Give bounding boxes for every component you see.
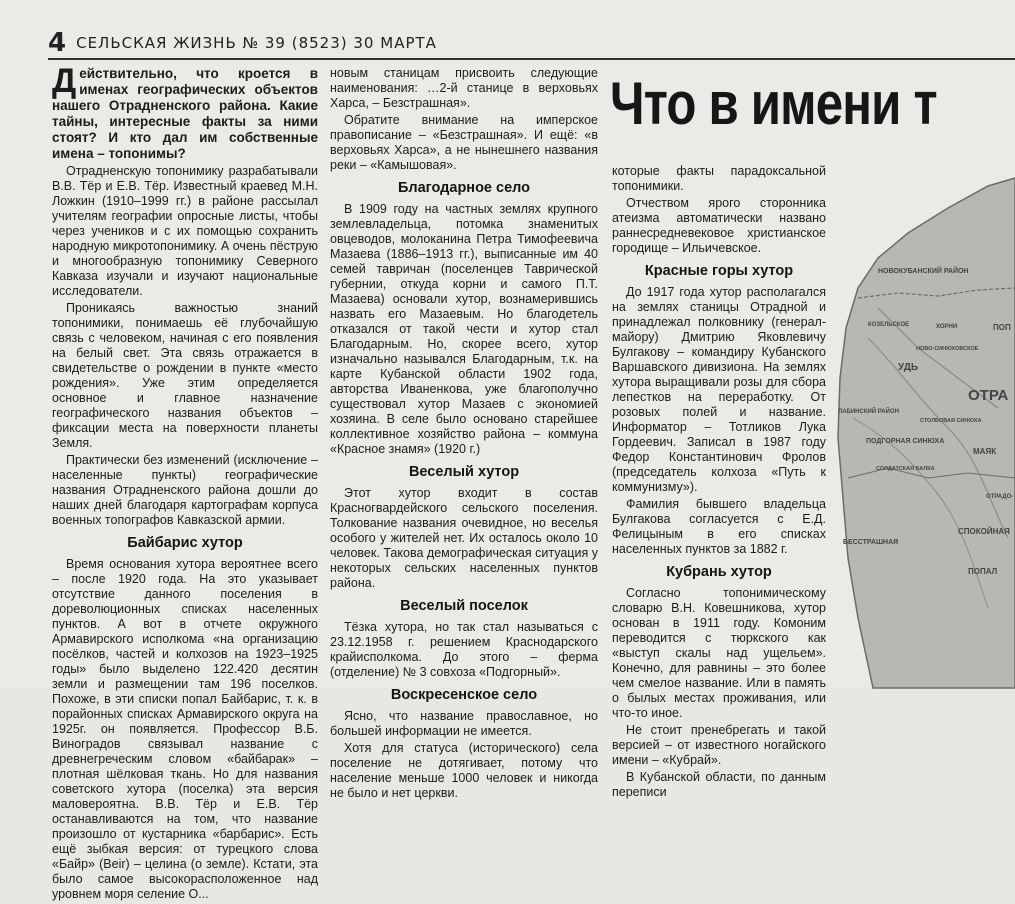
paragraph: Практически без изменений (исключение – населенные пункты) географические названия Отрадненского района дошли до наших дней благодаря картографам корпуса военных топографов Кавказской армии. — [52, 453, 318, 527]
map-label: ПОП — [993, 323, 1011, 332]
map-label: НОВОКУБАНСКИЙ РАЙОН — [878, 268, 969, 275]
section-title: Веселый поселок — [400, 598, 528, 614]
paragraph: Время основания хутора вероятнее всего – после 1920 года. На это указывает отсутствие данного поселения в дореволюционных списках населенных пунктов. А вот в отчете окружного Армавирского исполкома «на организацию посёлков, частей и колхозов на 1923–1925 годы» было выделено 122.420 десятин земли и размещении там 196 поселков. Похоже, в эти списки попал Байбарис, т. к. в порайонных списках Армавирского округа на 1925г. он появляется. Профессор В.Б. Виноградов связывал название с древнегреческим словом «байбарак» – плотная шёлковая ткань. Но для названия советского хутора (поселка) эта версия маловероятна. В.В. Тёр и Е.В. Тёр останавливаются на том, что название произошло от кустарника «барбарис». Есть ещё зыбкая версия: от турецкого слова «Байр» (Beir) – целина (о земле). Кстати, эта было самое высокорасположенное над уровнем моря селение О... — [52, 557, 318, 901]
paragraph: В Кубанской области, по данным переписи — [612, 770, 826, 799]
paragraph: Проникаясь важностью знаний топонимики, понимаешь её глубочайшую связь с человеком, начиная с его появления на белый свет. Эта связь отражается в свидетельстве о рождении в пункте «место рождения». Уже этим определяется основное и главное назначение географического названия объектов – фиксации места на поверхности планеты Земля. — [52, 301, 318, 450]
map-label: ЛАБИНСКИЙ РАЙОН — [838, 409, 899, 415]
map-label: НОВО-СИНЮХОВСКОЕ — [916, 346, 979, 352]
section-title: Байбарис хутор — [127, 535, 243, 551]
map-label: КОЗЕЛЬСКОЕ — [868, 322, 910, 328]
map-label: ОТРАДО- — [986, 494, 1014, 500]
section-title: Веселый хутор — [408, 464, 520, 480]
paragraph: Хотя для статуса (исторического) села поселение не дотягивает, потому что население меньше 1000 человек и никогда не было и нет церкви. — [330, 741, 598, 800]
paragraph: Этот хутор входит в состав Красногвардейского сельского поселения. Толкование названия очевидное, но веселья особого у жителей нет. Их осталось около 10 человек. Такова демографическая ситуация у некоторых сельских населенных пунктов района. — [330, 486, 598, 590]
header-rule — [48, 58, 1015, 60]
paragraph: Фамилия бывшего владельца Булгакова согласуется с Е.Д. Фелицыным в его списках населенных пунктов за 1882 г. — [612, 497, 826, 556]
article-column-1 — [52, 62, 318, 904]
paragraph: Отчеством ярого сторонника атеизма автоматически названо раннесредневековое христианское городище – Ильичевское. — [612, 196, 826, 255]
article-headline: Что в имени т — [610, 70, 937, 137]
map-label: СТОЛБОВАЯ СИНЮХА — [920, 418, 982, 424]
map-label: БЕССТРАШНАЯ — [843, 539, 899, 546]
paragraph: Тёзка хутора, но так стал называться с 23.12.1958 г. решением Краснодарского крайисполкома. До этого – ферма (отделение) № 3 совхоза «Подгорный». — [330, 620, 598, 679]
page-header — [48, 30, 1008, 56]
paragraph: Отрадненскую топонимику разрабатывали В.В. Тёр и Е.В. Тёр. Известный краевед М.Н. Ложкин (1910–1999 гг.) в районе рассылал учителям географии опросные листы, чтобы через учеников и с их помощью сохранить народную микротопонимику. А очень пёструю и многообразную топонимику Северного Кавказа изучали и изучают национальные исследователи. — [52, 164, 318, 298]
paragraph: До 1917 года хутор располагался на землях станицы Отрадной и принадлежал полковнику (генерал-майору) Дмитрию Яковлевичу Булгакову – командиру Кубанского Варшавского дивизиона. На землях хутора выращивали розы для сбора лепестков на переработку. От розовых полей и название. Информатор – Тотликов Лука Гордеевич. Записал в 1987 году Федор Константинович Фролов (председатель колхоза «Путь к коммунизму»). — [612, 285, 826, 494]
map-label: ХОРНИ — [936, 324, 958, 330]
map-label: СОЛДАТСКАЯ БАЛКА — [876, 466, 935, 472]
paragraph: новым станицам присвоить следующие наименования: …2-й станице в верховьях Харса, – Безстрашная». — [330, 66, 598, 110]
paragraph: Ясно, что название православное, но большей информации не имеется. — [330, 709, 598, 738]
map-land — [838, 178, 1015, 688]
paragraph: Согласно топонимическому словарю В.Н. Ковешникова, хутор основан в 1911 году. Комоним переводится с тюркского как «выступ скалы над ущельем». Конечно, для равнины – это более чем смелое название. Или в память о былых местах проживания, или что-то иное. — [612, 586, 826, 720]
map-label: СПОКОЙНАЯ — [958, 527, 1010, 536]
map-label: МАЯК — [973, 447, 997, 456]
section-title: Воскресенское село — [390, 687, 538, 703]
paragraph: Обратите внимание на имперское правописание – «Безстрашная». И ещё: «в верховьях Харса», а не нынешнего названия реки – «Камышовая». — [330, 113, 598, 172]
map-label: ОТРА — [968, 387, 1009, 404]
map-label: ПОПАЛ — [968, 567, 998, 576]
paragraph: которые факты парадоксальной топонимики. — [612, 164, 826, 193]
map-label: УДЬ — [898, 362, 919, 373]
section-title: Красные горы хутор — [644, 263, 794, 279]
drop-cap: Д — [52, 62, 77, 100]
article-column-3 — [612, 164, 826, 802]
newspaper-issue-info: СЕЛЬСКАЯ ЖИЗНЬ № 39 (8523) 30 МАРТА — [76, 34, 437, 52]
map-svg — [838, 178, 1015, 688]
lead-text: ействительно, что кроется в именах географических объектов нашего Отрадненского района. Какие тайны, интересные факты за ними стоят? И кто дал им собственные имена – топонимы? — [52, 66, 318, 161]
article-column-2 — [330, 66, 598, 803]
paragraph: В 1909 году на частных землях крупного землевладельца, потомка знаменитых овцеводов, молоканина Петра Тимофеевича Мазаева (1886–1913 гг.), выписанные им 40 семей тавричан (поселенцев Таврической губернии, откуда корни и самого П.Т. Мазаева) основали хутор, вознамерившись назвать его Мазаевым. Но благодетель отказался от такой чести и хутор стал Благодарным. Но, скорее всего, хутор изначально назывался Благодарным, т.к. на карте Кубанской области 1902 года, авторства Иваненкова, уже благополучно существовал хутор Мазаев с экономией хозяина. В селе было основано старейшее коллективное хозяйство района – коммуна «Красное знамя» (1920 г.) — [330, 202, 598, 456]
section-title: Благодарное село — [397, 180, 531, 196]
section-title: Кубрань хутор — [666, 564, 772, 580]
district-map — [838, 178, 1015, 688]
map-label: ПОДГОРНАЯ СИНЮХА — [866, 438, 945, 445]
article-lead — [52, 62, 318, 162]
page-number: 4 — [48, 28, 67, 58]
paragraph: Не стоит пренебрегать и такой версией – от известного ногайского имени – «Кубрай». — [612, 723, 826, 767]
